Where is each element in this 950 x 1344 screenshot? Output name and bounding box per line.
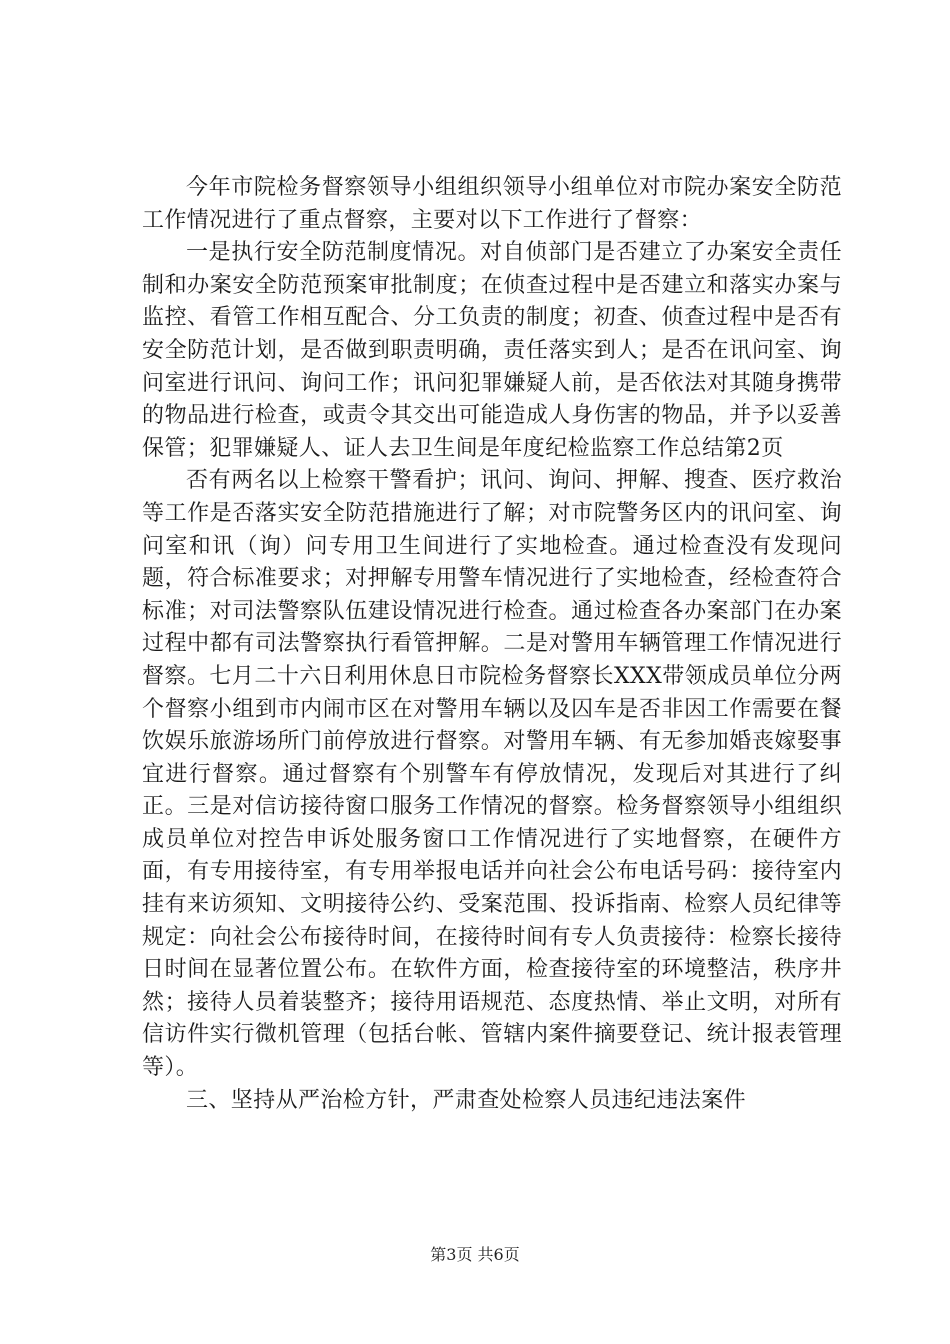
paragraph-inspection-details: 否有两名以上检察干警看护；讯问、询问、押解、搜查、医疗救治等工作是否落实安全防范措施进行了解；对市院警务区内的讯问室、询问室和讯（询）问专用卫生间进行了实地检查。通过检查没有发现问题，符合标准要求；对押解专用警车情况进行了实地检查，经检查符合标准；对司法警察队伍建设情况进行检查。通过检查各办案部门在办案过程中都有司法警察执行看管押解。二是对警用车辆管理工作情况进行督察。七月二十六日利用休息日市院检务督察长XXX带领成员单位分两个督察小组到市内闹市区在对警用车辆以及囚车是否非因工作需要在餐饮娱乐旅游场所门前停放进行督察。对警用车辆、有无参加婚丧嫁娶事宜进行督察。通过督察有个别警车有停放情况，发现后对其进行了纠正。三是对信访接待窗口服务工作情况的督察。检务督察领导小组组织成员单位对控告申诉处服务窗口工作情况进行了实地督察，在硬件方面，有专用接待室，有专用举报电话并向社会公布电话号码：接待室内挂有来访须知、文明接待公约、受案范围、投诉指南、检察人员纪律等规定：向社会公布接待时间，在接待时间有专人负责接待：检察长接待日时间在显著位置公布。在软件方面，检查接待室的环境整洁，秩序井然；接待人员着装整齐；接待用语规范、态度热情、举止文明，对所有信访件实行微机管理（包括台帐、管辖内案件摘要登记、统计报表管理等）。 — [142, 468, 842, 1081]
page-number-footer: 第3页 共6页 — [430, 1245, 520, 1264]
paragraph-safety-system: 一是执行安全防范制度情况。对自侦部门是否建立了办案安全责任制和办案安全防范预案审批制度；在侦查过程中是否建立和落实办案与监控、看管工作相互配合、分工负责的制度；初查、侦查过程中是否有安全防范计划，是否做到职责明确，责任落实到人；是否在讯问室、询问室进行讯问、询问工作；讯问犯罪嫌疑人前，是否依法对其随身携带的物品进行检查，或责令其交出可能造成人身伤害的物品，并予以妥善保管；犯罪嫌疑人、证人去卫生间是年度纪检监察工作总结第2页 — [142, 240, 842, 461]
paragraph-intro: 今年市院检务督察领导小组组织领导小组单位对市院办案安全防范工作情况进行了重点督察，主要对以下工作进行了督察： — [142, 175, 842, 233]
document-body — [142, 172, 842, 1117]
paragraph-section-three-heading: 三、坚持从严治检方针，严肃查处检察人员违纪违法案件 — [186, 1087, 747, 1113]
